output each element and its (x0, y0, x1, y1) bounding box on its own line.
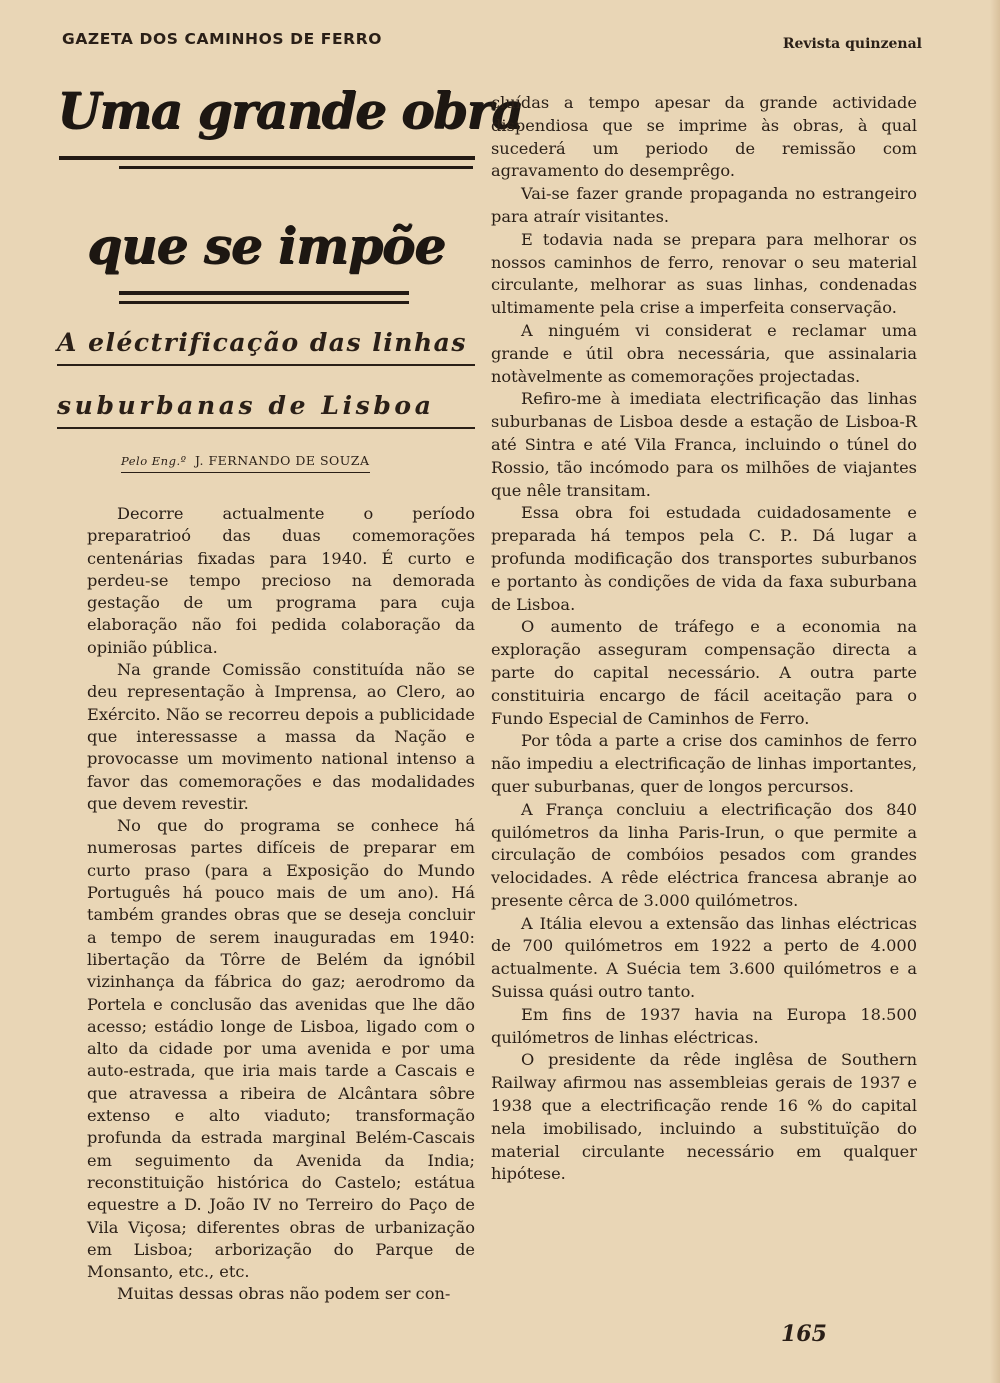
paragraph: E todavia nada se prepara para melhorar os nossos caminhos de ferro, renovar o seu material circulante, melhorar as suas linhas, condenadas ultimamente pela crise a imperfeita conservação. (491, 229, 917, 318)
paragraph: A ninguém vi considerat e reclamar uma grande e útil obra necessária, que assinalaria notàvelmente as comemorações projectadas. (491, 320, 917, 386)
paragraph: Muitas dessas obras não podem ser con- (117, 1284, 451, 1304)
title-rule (119, 166, 473, 169)
paragraph: Refiro-me à imediata electrificação das linhas suburbanas de Lisboa desde a estação de Lisboa-R até Sintra e até Vila Franca, incluindo o túnel do Rossio, tão incómodo para os milhões de viajantes que nêle transitam. (491, 389, 917, 500)
right-column (491, 92, 917, 1186)
title-rule (119, 291, 409, 295)
subtitle-rule (57, 364, 475, 366)
paragraph: O aumento de tráfego e a economia na exploração asseguram compensação directa a parte do capital necessário. A outra parte constituiria encargo de fácil aceitação para o Fundo Especial de Caminhos de Ferro. (491, 617, 917, 728)
paragraph: Em fins de 1937 havia na Europa 18.500 quilómetros de linhas eléctricas. (491, 1004, 917, 1047)
article-title-line-1: Uma grande obra (57, 81, 523, 140)
paragraph: Essa obra foi estudada cuidadosamente e preparada há tempos pela C. P.. Dá lugar a profunda modificação dos transportes suburbanos e portanto às condições de vida da faxa suburbana de Lisboa. (491, 503, 917, 614)
left-column-body (57, 503, 475, 1306)
paragraph: Na grande Comissão constituída não se deu representação à Imprensa, ao Clero, ao Exército. Não se recorreu depois a publicidade que interessasse a massa da Nação e provocasse um movimento national intenso a favor das comemorações e das modalidades que devem revestir. (87, 660, 475, 813)
paragraph: O presidente da rêde inglêsa de Southern Railway afirmou nas assembleias gerais de 1937 e 1938 que a electrificação rende 16 % do capital nela imobilisado, incluindo a substituïção do material circulante necessário em qualquer hipótese. (491, 1050, 917, 1184)
byline (121, 453, 370, 473)
subtitle-rule (57, 427, 475, 429)
paragraph: No que do programa se conhece há numerosas partes difíceis de preparar em curto praso (para a Exposição do Mundo Português há pouco mais de um ano). Há também grandes obras que se deseja concluir a tempo de serem inauguradas em 1940: libertação da Tôrre de Belém da ignóbil vizinhança da fábrica do gaz; aerodromo da Portela e conclusão das avenidas que lhe dão acesso; estádio longe de Lisboa, ligado com o alto da cidade por uma avenida e por uma auto-estrada, que iria mais tarde a Cascais e que atravessa a ribeira de Alcântara sôbre extenso e alto viaduto; transformação profunda da estrada marginal Belém-Cascais em seguimento da Avenida da India; reconstituição histórica do Castelo; estátua equestre a D. João IV no Terreiro do Paço de Vila Viçosa; diferentes obras de urbanização em Lisboa; arborização do Parque de Monsanto, etc., etc. (87, 816, 475, 1282)
byline-author: J. FERNANDO DE SOUZA (195, 453, 370, 468)
byline-prefix: Pelo Eng.º (121, 454, 187, 468)
left-column (57, 81, 523, 1306)
title-rule (59, 156, 475, 160)
article-title-line-2: que se impõe (87, 216, 445, 275)
article-subtitle-line-1: A eléctrificação das linhas (57, 328, 467, 357)
paragraph: Por tôda a parte a crise dos caminhos de ferro não impediu a electrificação de linhas importantes, quer suburbanas, quer de longos percursos. (491, 731, 917, 796)
publication-title: GAZETA DOS CAMINHOS DE FERRO (62, 30, 383, 48)
paragraph: A França concluiu a electrificação dos 840 quilómetros da linha Paris-Irun, o que permite a circulação de combóios pesados com grandes velocidades. A rêde eléctrica francesa abranje ao presente cêrca de 3.000 quilómetros. (491, 799, 917, 910)
paragraph: Vai-se fazer grande propaganda no estrangeiro para atraír visitantes. (491, 184, 917, 226)
article-subtitle-line-2: suburbanas de Lisboa (57, 391, 435, 420)
title-rule (119, 301, 409, 304)
paragraph: Decorre actualmente o período preparatrioó das duas comemorações centenárias fixadas para 1940. É curto e perdeu-se tempo precioso na demorada gestação de um programa para cuja elaboração não foi pedida colaboração da opinião pública. (87, 504, 475, 657)
page-number: 165 (781, 1321, 827, 1347)
publication-frequency: Revista quinzenal (782, 36, 922, 52)
paragraph: A Itália elevou a extensão das linhas eléctricas de 700 quilómetros em 1922 a perto de 4.000 actualmente. A Suécia tem 3.600 quilómetros e a Suissa quási outro tanto. (491, 913, 917, 1002)
page-edge-shadow (990, 0, 1000, 1383)
paragraph: cluídas a tempo apesar da grande actividade dispendiosa que se imprime às obras, à qual sucederá um periodo de remissão com agravamento do desemprêgo. (491, 93, 917, 181)
